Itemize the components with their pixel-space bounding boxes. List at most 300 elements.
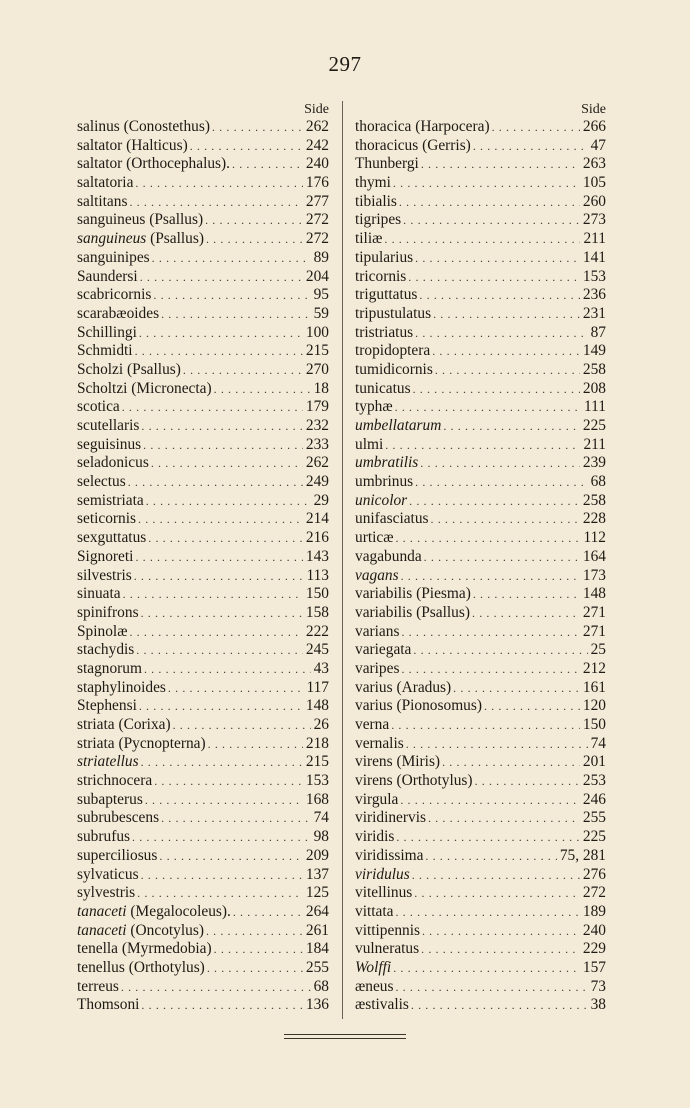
dot-leader xyxy=(384,230,580,249)
entry-page-number: 271 xyxy=(582,622,606,640)
entry-page-number: 233 xyxy=(305,435,329,453)
entry-name xyxy=(77,959,205,978)
index-entry xyxy=(77,847,329,866)
dot-leader xyxy=(206,230,303,249)
dot-leader xyxy=(152,249,311,268)
entry-name xyxy=(77,623,127,642)
entry-page-number: 153 xyxy=(582,267,606,285)
dot-leader xyxy=(395,398,581,417)
footer-rule xyxy=(284,1038,406,1039)
index-entry xyxy=(77,716,329,735)
entry-name-text: viridinervis xyxy=(355,809,426,827)
dot-leader xyxy=(173,716,311,735)
index-entry xyxy=(355,492,606,511)
entry-page-number: 148 xyxy=(305,697,329,715)
entry-page-number: 98 xyxy=(313,828,329,846)
entry-name xyxy=(77,604,139,623)
index-entry xyxy=(355,268,606,287)
entry-name xyxy=(355,641,411,660)
entry-name-text: saltatoria xyxy=(77,174,134,192)
entry-name-text: variegata xyxy=(355,641,412,659)
entry-name xyxy=(355,866,410,885)
entry-page-number: 266 xyxy=(582,118,606,135)
entry-name xyxy=(355,118,490,137)
entry-name xyxy=(77,735,206,754)
entry-name-text: stachydis xyxy=(77,641,135,659)
entry-page-number: 161 xyxy=(582,678,606,696)
entry-page-number: 137 xyxy=(305,865,329,883)
entry-page-number: 89 xyxy=(313,248,329,266)
entry-name-text: spinifrons xyxy=(77,603,139,621)
entry-name xyxy=(77,436,141,455)
entry-name xyxy=(77,996,139,1015)
entry-name-text: subrufus xyxy=(77,828,131,846)
entry-name-text: ulmi xyxy=(355,435,384,453)
index-entry xyxy=(355,866,606,885)
entry-page-number: 68 xyxy=(313,977,329,995)
index-entry xyxy=(77,342,329,361)
entry-page-number: 225 xyxy=(582,417,606,434)
dot-leader xyxy=(145,791,303,810)
entry-name-text: typhæ xyxy=(355,398,393,416)
index-entry xyxy=(77,211,329,230)
entry-page-number: 231 xyxy=(582,304,606,322)
entry-page-number: 215 xyxy=(305,342,329,360)
entry-name xyxy=(355,679,451,698)
entry-name xyxy=(77,716,171,735)
entry-page-number: 261 xyxy=(305,921,329,939)
index-entry xyxy=(77,959,329,978)
entry-name xyxy=(77,342,133,361)
index-entry xyxy=(355,585,606,604)
entry-name-text: sexguttatus xyxy=(77,529,147,547)
entry-name xyxy=(77,791,143,810)
entry-page-number: 209 xyxy=(305,846,329,864)
entry-name xyxy=(355,342,430,361)
entry-name-text: Signoreti xyxy=(77,547,134,565)
dot-leader xyxy=(431,510,580,529)
dot-leader xyxy=(411,996,588,1015)
entry-name-text: thymi xyxy=(355,174,391,192)
entry-name xyxy=(77,697,137,716)
dot-leader xyxy=(492,118,580,137)
entry-name-text: seladonicus xyxy=(77,454,149,472)
dot-leader xyxy=(409,492,580,511)
entry-page-number: 164 xyxy=(582,547,606,565)
entry-name xyxy=(355,398,393,417)
index-entry xyxy=(77,585,329,604)
entry-page-number: 125 xyxy=(305,884,329,902)
dot-leader xyxy=(206,922,303,941)
entry-page-number: 211 xyxy=(583,230,606,248)
entry-name-text: vitellinus xyxy=(355,884,413,902)
entry-name xyxy=(355,996,409,1015)
index-entries-left xyxy=(77,118,329,1015)
entry-name-text: Scholtzi (Micronecta) xyxy=(77,379,212,397)
index-entry xyxy=(355,809,606,828)
index-entry xyxy=(355,828,606,847)
entry-italic-name: viridulus xyxy=(355,865,410,883)
entry-name-text: Schillingi xyxy=(77,323,137,341)
index-entry xyxy=(355,641,606,660)
index-entry xyxy=(355,193,606,212)
entry-page-number: 232 xyxy=(305,417,329,434)
entry-name xyxy=(355,529,393,548)
index-column-left xyxy=(77,101,329,1015)
dot-leader xyxy=(208,735,303,754)
entry-italic-name: Wolffi xyxy=(355,958,392,976)
dot-leader xyxy=(148,529,303,548)
entry-name-text: tenella (Myrmedobia) xyxy=(77,940,212,958)
index-entry xyxy=(77,884,329,903)
index-entry xyxy=(77,305,329,324)
entry-page-number: 38 xyxy=(590,996,606,1014)
index-column-right xyxy=(355,101,606,1015)
dot-leader xyxy=(428,809,580,828)
entry-name xyxy=(355,585,471,604)
entry-name-text: tibialis xyxy=(355,192,397,210)
entry-page-number: 255 xyxy=(305,958,329,976)
entry-page-number: 100 xyxy=(305,323,329,341)
entry-name xyxy=(77,174,133,193)
dot-leader xyxy=(233,903,303,922)
entry-name xyxy=(77,137,188,156)
entry-name-text: umbrinus xyxy=(355,473,414,491)
entry-name-text: sylvaticus xyxy=(77,865,139,883)
entry-name xyxy=(355,828,394,847)
index-entry xyxy=(77,118,329,137)
entry-name-text: tristriatus xyxy=(355,323,414,341)
dot-leader xyxy=(135,174,302,193)
entry-name-text: triguttatus xyxy=(355,286,418,304)
entry-name-text: striata (Pycnopterna) xyxy=(77,734,206,752)
index-entry xyxy=(355,417,606,436)
entry-page-number: 222 xyxy=(305,622,329,640)
index-entry xyxy=(77,791,329,810)
entry-page-number: 201 xyxy=(582,753,606,771)
index-entry xyxy=(355,155,606,174)
entry-name xyxy=(355,884,412,903)
entry-name xyxy=(77,660,142,679)
index-entry xyxy=(355,847,606,866)
index-entry xyxy=(77,641,329,660)
entry-name-text: vernalis xyxy=(355,734,404,752)
dot-leader xyxy=(472,604,580,623)
entry-name xyxy=(355,772,473,791)
dot-leader xyxy=(134,567,304,586)
index-entry xyxy=(77,436,329,455)
entry-name xyxy=(355,268,406,287)
dot-leader xyxy=(122,398,303,417)
entry-name-text: seticornis xyxy=(77,510,136,528)
entry-name xyxy=(355,324,413,343)
entry-name xyxy=(77,305,159,324)
entry-page-number: 204 xyxy=(305,267,329,285)
entry-name-text: selectus xyxy=(77,473,126,491)
index-entry xyxy=(77,510,329,529)
dot-leader xyxy=(385,436,580,455)
index-entry xyxy=(355,361,606,380)
dot-leader xyxy=(205,211,303,230)
entry-name-text: thoracicus (Gerris) xyxy=(355,136,471,154)
index-entry xyxy=(355,118,606,137)
entry-name-text: sylvestris xyxy=(77,884,136,902)
index-entry xyxy=(77,828,329,847)
dot-leader xyxy=(212,118,303,137)
dot-leader xyxy=(393,959,580,978)
entry-name xyxy=(77,155,230,174)
entry-name xyxy=(77,772,152,791)
index-entry xyxy=(355,791,606,810)
entry-italic-name: vagans xyxy=(355,566,399,584)
dot-leader xyxy=(214,940,303,959)
entry-name-text: tipularius xyxy=(355,248,414,266)
dot-leader xyxy=(396,828,580,847)
index-entry xyxy=(77,903,329,922)
entry-page-number: 255 xyxy=(582,809,606,827)
dot-leader xyxy=(484,697,580,716)
dot-leader xyxy=(395,978,587,997)
dot-leader xyxy=(144,660,311,679)
entry-name xyxy=(355,567,399,586)
dot-leader xyxy=(129,623,302,642)
index-entry xyxy=(355,623,606,642)
dot-leader xyxy=(135,548,302,567)
entry-page-number: 211 xyxy=(583,435,606,453)
entry-name xyxy=(355,454,418,473)
entry-name xyxy=(77,567,132,586)
index-entry xyxy=(355,454,606,473)
entry-name-text: æstivalis xyxy=(355,996,409,1014)
entry-name-text: saltator (Orthocephalus). xyxy=(77,155,230,173)
entry-page-number: 272 xyxy=(305,230,329,248)
dot-leader xyxy=(415,249,580,268)
dot-leader xyxy=(132,828,311,847)
dot-leader xyxy=(161,305,311,324)
entry-page-number: 214 xyxy=(305,510,329,528)
entry-page-number: 74 xyxy=(313,809,329,827)
entry-name xyxy=(77,454,149,473)
dot-leader xyxy=(141,417,303,436)
index-entry xyxy=(355,716,606,735)
entry-name xyxy=(77,753,139,772)
index-entry xyxy=(77,604,329,623)
dot-leader xyxy=(135,342,303,361)
entry-name xyxy=(355,791,398,810)
index-entry xyxy=(77,548,329,567)
entry-name xyxy=(355,697,482,716)
index-entry xyxy=(77,361,329,380)
dot-leader xyxy=(395,529,580,548)
entry-name xyxy=(355,660,399,679)
entry-page-number: 240 xyxy=(582,921,606,939)
entry-name xyxy=(77,211,203,230)
dot-leader xyxy=(395,903,579,922)
entry-name xyxy=(77,529,146,548)
entry-name xyxy=(77,940,212,959)
entry-name-text: striata (Corixa) xyxy=(77,716,171,733)
index-entry xyxy=(355,604,606,623)
dot-leader xyxy=(140,268,303,287)
dot-leader xyxy=(421,155,580,174)
entry-name xyxy=(355,249,413,268)
entry-page-number: 87 xyxy=(590,323,606,341)
entry-page-number: 262 xyxy=(305,118,329,135)
entry-page-number: 218 xyxy=(305,734,329,752)
entry-name xyxy=(77,398,120,417)
entry-page-number: 239 xyxy=(582,454,606,472)
index-entry xyxy=(77,940,329,959)
dot-leader xyxy=(401,623,579,642)
dot-leader xyxy=(475,772,580,791)
entry-name-text: urticæ xyxy=(355,529,394,547)
entry-name-text: sinuata xyxy=(77,585,121,603)
dot-leader xyxy=(161,809,311,828)
index-entry xyxy=(355,735,606,754)
dot-leader xyxy=(232,155,303,174)
entry-name xyxy=(355,380,411,399)
index-entry xyxy=(77,809,329,828)
entry-name-text: saltitans xyxy=(77,192,128,210)
entry-name xyxy=(77,324,137,343)
entry-page-number: 228 xyxy=(582,510,606,528)
entry-name-text: vittipennis xyxy=(355,921,420,939)
column-divider xyxy=(342,101,343,1019)
entry-name xyxy=(77,510,136,529)
entry-name-text: vagabunda xyxy=(355,547,422,565)
entry-name xyxy=(355,959,391,978)
entry-italic-name: unicolor xyxy=(355,491,408,509)
index-entry xyxy=(77,174,329,193)
entry-page-number: 47 xyxy=(590,136,606,154)
entry-name xyxy=(77,828,130,847)
entry-name xyxy=(355,174,391,193)
dot-leader xyxy=(151,454,303,473)
entry-name xyxy=(355,211,401,230)
index-entry xyxy=(355,473,606,492)
entry-name-text: varius (Aradus) xyxy=(355,678,452,696)
entry-name-text: subapterus xyxy=(77,790,143,808)
entry-page-number: 253 xyxy=(582,772,606,790)
entry-name xyxy=(355,548,422,567)
footer-rule xyxy=(284,1034,406,1035)
entry-name xyxy=(355,193,397,212)
entry-name-text: Thomsoni xyxy=(77,996,140,1014)
index-entry xyxy=(77,753,329,772)
entry-name-text: æneus xyxy=(355,977,394,995)
index-entry xyxy=(77,978,329,997)
entry-name xyxy=(77,641,134,660)
entry-italic-name: sanguineus xyxy=(77,230,147,248)
entry-name xyxy=(77,978,119,997)
entry-page-number: 18 xyxy=(313,379,329,397)
index-entry xyxy=(355,510,606,529)
entry-name xyxy=(77,903,231,922)
entry-page-number: 215 xyxy=(305,753,329,771)
entry-name-text: Spinolæ xyxy=(77,622,128,640)
entry-name-text: virens (Orthotylus) xyxy=(355,772,473,790)
entry-page-number: 236 xyxy=(582,286,606,304)
entry-name xyxy=(355,361,433,380)
index-entry xyxy=(355,697,606,716)
dot-leader xyxy=(214,380,311,399)
entry-name-text: vulneratus xyxy=(355,940,420,958)
dot-leader xyxy=(473,137,588,156)
entry-page-number: 29 xyxy=(313,491,329,509)
index-entry xyxy=(355,324,606,343)
index-entry xyxy=(77,866,329,885)
entry-page-number: 258 xyxy=(582,491,606,509)
index-entry xyxy=(355,660,606,679)
entry-name-text: varipes xyxy=(355,659,400,677)
dot-leader xyxy=(432,342,580,361)
entry-page-number: 262 xyxy=(305,454,329,472)
entry-name xyxy=(77,361,181,380)
dot-leader xyxy=(419,286,579,305)
dot-leader xyxy=(421,940,580,959)
entry-name xyxy=(355,847,423,866)
side-column-header: Side xyxy=(304,102,329,117)
entry-name-text: tropidoptera xyxy=(355,342,431,360)
entry-name xyxy=(77,884,135,903)
index-entry xyxy=(355,884,606,903)
entry-page-number: 112 xyxy=(583,529,606,547)
entry-name-text: variabilis (Piesma) xyxy=(355,585,471,603)
dot-leader xyxy=(413,380,580,399)
entry-page-number: 120 xyxy=(582,697,606,715)
entry-name-text: unifasciatus xyxy=(355,510,429,528)
entry-name-text: variabilis (Psallus) xyxy=(355,603,470,621)
entry-name xyxy=(77,193,127,212)
index-entry xyxy=(355,753,606,772)
entry-name xyxy=(77,492,144,511)
index-entry xyxy=(355,398,606,417)
entry-name xyxy=(355,155,419,174)
entry-name xyxy=(77,809,159,828)
entry-name xyxy=(77,473,126,492)
index-entry xyxy=(355,305,606,324)
entry-name-text: vittata xyxy=(355,902,394,920)
entry-name-text: tenellus (Orthotylus) xyxy=(77,958,205,976)
dot-leader xyxy=(159,847,303,866)
page-number: 297 xyxy=(328,52,362,76)
entry-name xyxy=(355,922,420,941)
entry-name-text: Saundersi xyxy=(77,267,138,285)
dot-leader xyxy=(141,866,303,885)
entry-page-number: 68 xyxy=(590,473,606,491)
entry-page-number: 225 xyxy=(582,828,606,846)
index-entry xyxy=(355,436,606,455)
entry-name xyxy=(355,716,389,735)
entry-name-text: Schmidti xyxy=(77,342,133,360)
index-entry xyxy=(77,193,329,212)
entry-name-text: Thunbergi xyxy=(355,155,419,173)
dot-leader xyxy=(168,679,304,698)
entry-name-text: thoracica (Harpocera) xyxy=(355,118,490,135)
index-entry xyxy=(355,996,606,1015)
entry-page-number: 263 xyxy=(582,155,606,173)
entry-page-number: 150 xyxy=(305,585,329,603)
index-entry xyxy=(77,380,329,399)
entry-name xyxy=(355,492,407,511)
entry-name-text: verna xyxy=(355,716,390,733)
entry-name-text: Scholzi (Psallus) xyxy=(77,360,181,378)
dot-leader xyxy=(433,305,580,324)
entry-name xyxy=(355,903,393,922)
entry-page-number: 179 xyxy=(305,398,329,416)
index-entry xyxy=(77,155,329,174)
entry-name xyxy=(355,940,419,959)
